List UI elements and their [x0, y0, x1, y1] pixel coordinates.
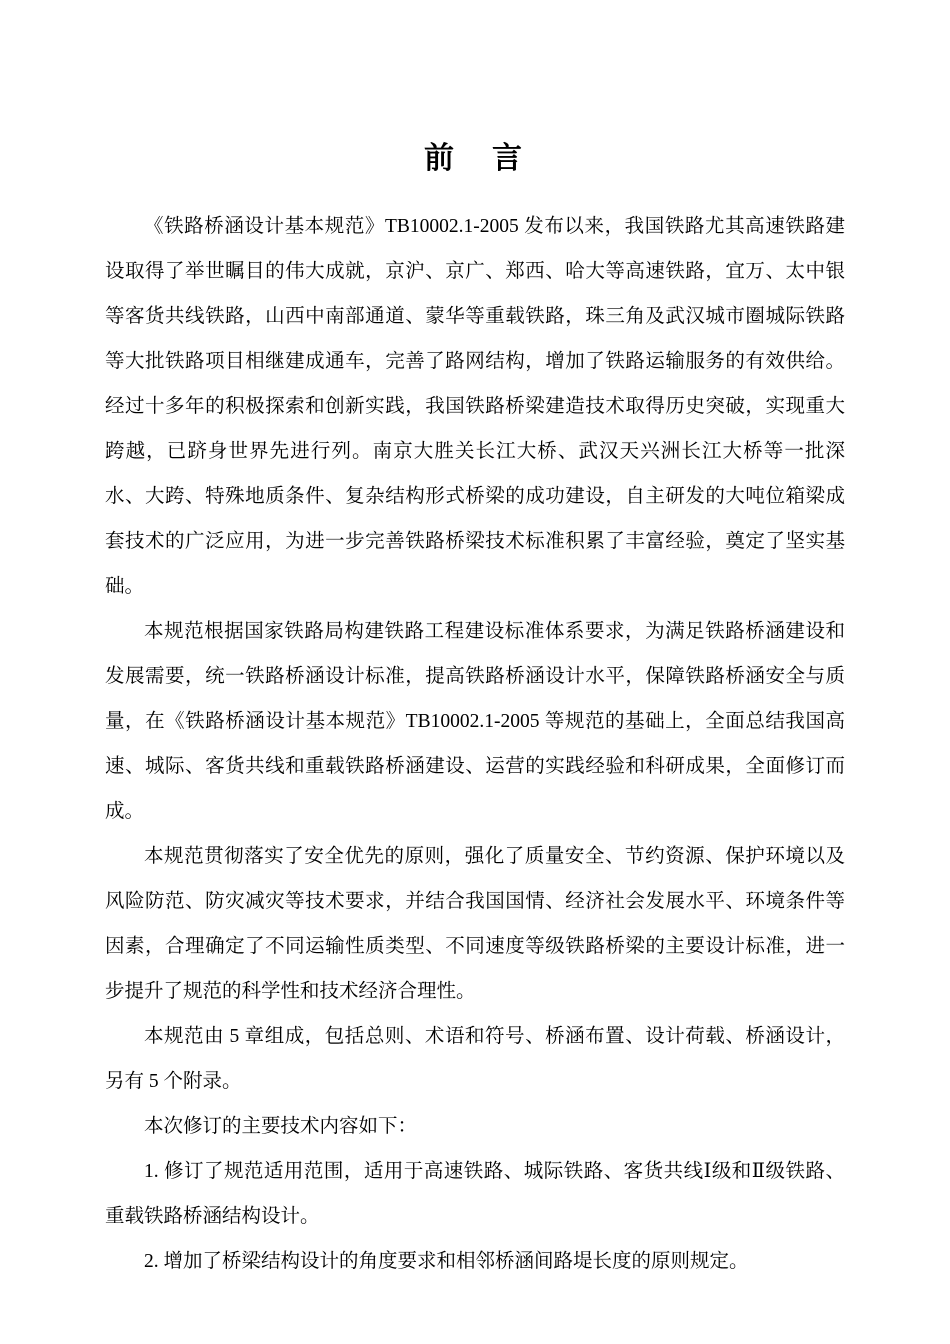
paragraph: 本规范由 5 章组成，包括总则、术语和符号、桥涵布置、设计荷载、桥涵设计，另有 5 个附录。 [105, 1026, 845, 1092]
paragraph: 本规范根据国家铁路局构建铁路工程建设标准体系要求，为满足铁路桥涵建设和发展需要，统一铁路桥涵设计标准，提高铁路桥涵设计水平，保障铁路桥涵安全与质量，在《铁路桥涵设计基本规范》TB10002.1-2005 等规范的基础上，全面总结我国高速、城际、客货共线和重载铁路桥涵建设、运营的实践经验和科研成果，全面修订而成。 [105, 621, 845, 822]
page-title: 前 言 [424, 142, 526, 175]
paragraph: 本规范贯彻落实了安全优先的原则，强化了质量安全、节约资源、保护环境以及风险防范、防灾减灾等技术要求，并结合我国国情、经济社会发展水平、环境条件等因素，合理确定了不同运输性质类型、不同速度等级铁路桥梁的主要设计标准，进一步提升了规范的科学性和技术经济合理性。 [105, 846, 845, 1002]
paragraph: 《铁路桥涵设计基本规范》TB10002.1-2005 发布以来，我国铁路尤其高速铁路建设取得了举世瞩目的伟大成就，京沪、京广、郑西、哈大等高速铁路，宜万、太中银等客货共线铁路，山西中南部通道、蒙华等重载铁路，珠三角及武汉城市圈城际铁路等大批铁路项目相继建成通车，完善了路网结构，增加了铁路运输服务的有效供给。经过十多年的积极探索和创新实践，我国铁路桥梁建造技术取得历史突破，实现重大跨越，已跻身世界先进行列。南京大胜关长江大桥、武汉天兴洲长江大桥等一批深水、大跨、特殊地质条件、复杂结构形式桥梁的成功建设，自主研发的大吨位箱梁成套技术的广泛应用，为进一步完善铁路桥梁技术标准积累了丰富经验，奠定了坚实基础。 [105, 216, 845, 597]
paragraph: 2. 增加了桥梁结构设计的角度要求和相邻桥涵间路堤长度的原则规定。 [144, 1251, 749, 1272]
paragraph: 1. 修订了规范适用范围，适用于高速铁路、城际铁路、客货共线Ⅰ级和Ⅱ级铁路、重载铁路桥涵结构设计。 [105, 1161, 845, 1227]
page-content [105, 138, 845, 1284]
paragraph: 本次修订的主要技术内容如下： [144, 1116, 418, 1137]
